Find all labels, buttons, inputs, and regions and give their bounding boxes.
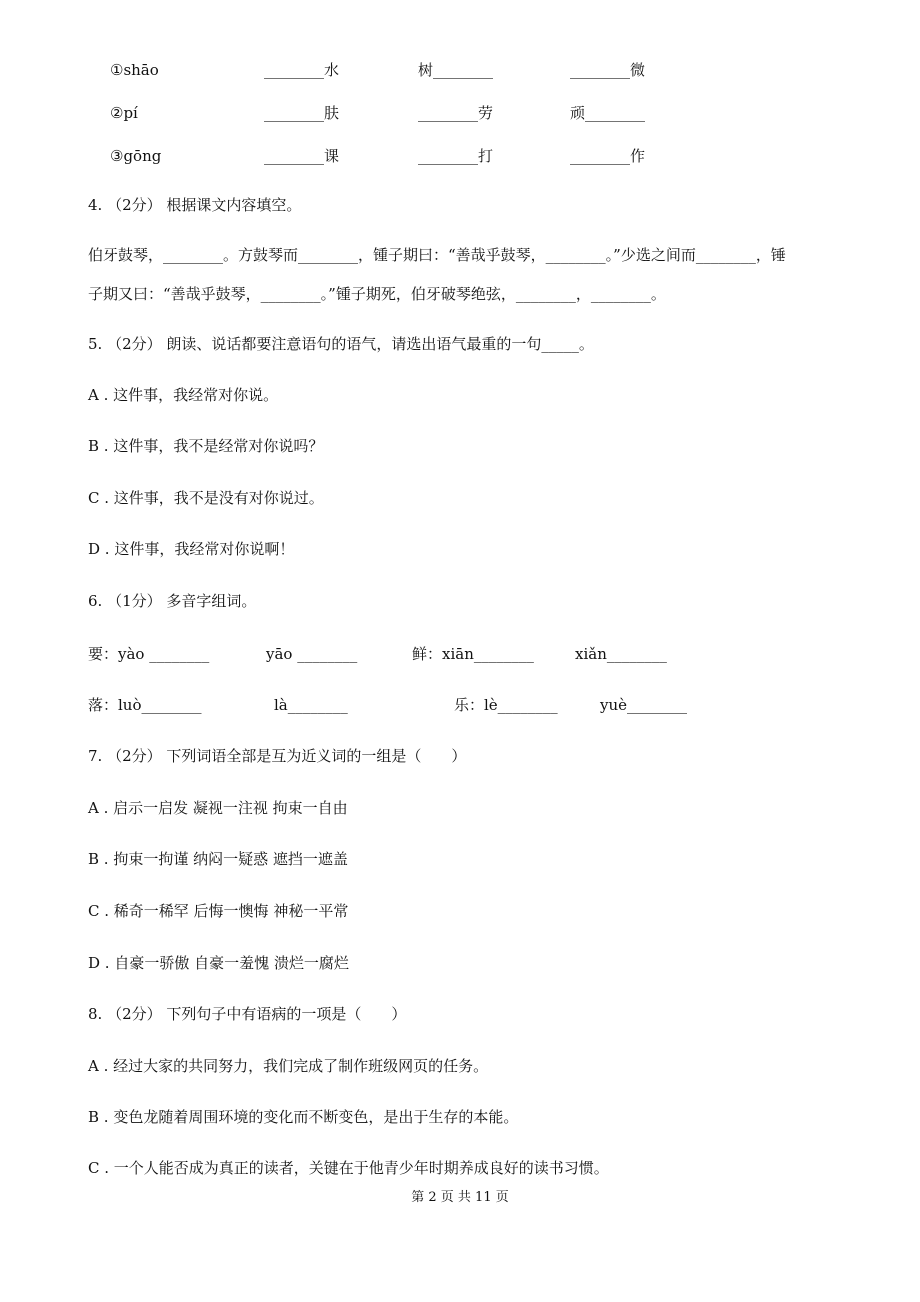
polyphone-item: xiǎn________ [575, 645, 667, 663]
polyphone-item: yuè________ [600, 696, 688, 714]
page-number: 第 2 页 共 11 页 [411, 1190, 509, 1205]
question-8-option: A . 经过大家的共同努力，我们完成了制作班级网页的任务。 [88, 1057, 489, 1075]
question-8-option: B . 变色龙随着周围环境的变化而不断变色，是出于生存的本能。 [88, 1108, 519, 1126]
pinyin-label: ③gōng [110, 147, 162, 165]
question-5-title: 5. （2分） 朗读、说话都要注意语句的语气，请选出语气最重的一句_____。 [88, 335, 594, 353]
polyphone-item: yāo ________ [266, 645, 358, 663]
polyphone-item: 鲜：xiān________ [412, 645, 534, 663]
question-7-option: C . 稀奇一稀罕 后悔一懊悔 神秘一平常 [88, 902, 349, 920]
pinyin-row-shao [0, 58, 920, 82]
fill-blank: 顽________ [570, 104, 646, 122]
question-4-line: 伯牙鼓琴，________。方鼓琴而________，锺子期曰：“善哉乎鼓琴，________。”少选之间而________，锤 [88, 246, 786, 264]
fill-blank: ________肤 [264, 104, 340, 122]
polyphone-item: 落：luò________ [88, 696, 202, 714]
question-7-title: 7. （2分） 下列词语全部是互为近义词的一组是（ ） [88, 747, 467, 765]
question-4-line: 子期又曰：“善哉乎鼓琴，________。”锺子期死，伯牙破琴绝弦，________，________。 [88, 285, 666, 303]
question-5-option: D . 这件事，我经常对你说啊！ [88, 540, 295, 558]
fill-blank: ________水 [264, 61, 340, 79]
question-8-title: 8. （2分） 下列句子中有语病的一项是（ ） [88, 1005, 407, 1023]
fill-blank: ________微 [570, 61, 646, 79]
fill-blank: ________打 [418, 147, 494, 165]
fill-blank: ________劳 [418, 104, 494, 122]
pinyin-row-pi [0, 101, 920, 125]
fill-blank: 树________ [418, 61, 494, 79]
polyphone-item: là________ [274, 696, 348, 714]
question-4-title: 4. （2分） 根据课文内容填空。 [88, 196, 302, 214]
question-5-option: A . 这件事，我经常对你说。 [88, 386, 279, 404]
polyphone-item: 要：yào ________ [88, 645, 210, 663]
question-7-option: D . 自豪一骄傲 自豪一羞愧 溃烂一腐烂 [88, 954, 349, 972]
polyphone-row [0, 642, 920, 666]
polyphone-row [0, 693, 920, 717]
question-8-option: C . 一个人能否成为真正的读者，关键在于他青少年时期养成良好的读书习惯。 [88, 1159, 609, 1177]
fill-blank: ________课 [264, 147, 340, 165]
pinyin-label: ①shāo [110, 61, 159, 79]
question-5-option: C . 这件事，我不是没有对你说过。 [88, 489, 324, 507]
fill-blank: ________作 [570, 147, 646, 165]
question-5-option: B . 这件事，我不是经常对你说吗？ [88, 437, 324, 455]
pinyin-row-gong [0, 144, 920, 168]
pinyin-label: ②pí [110, 104, 138, 122]
question-6-title: 6. （1分） 多音字组词。 [88, 592, 257, 610]
question-7-option: B . 拘束一拘谨 纳闷一疑惑 遮挡一遮盖 [88, 850, 348, 868]
polyphone-item: 乐：lè________ [454, 696, 558, 714]
question-7-option: A . 启示一启发 凝视一注视 拘束一自由 [88, 799, 348, 817]
